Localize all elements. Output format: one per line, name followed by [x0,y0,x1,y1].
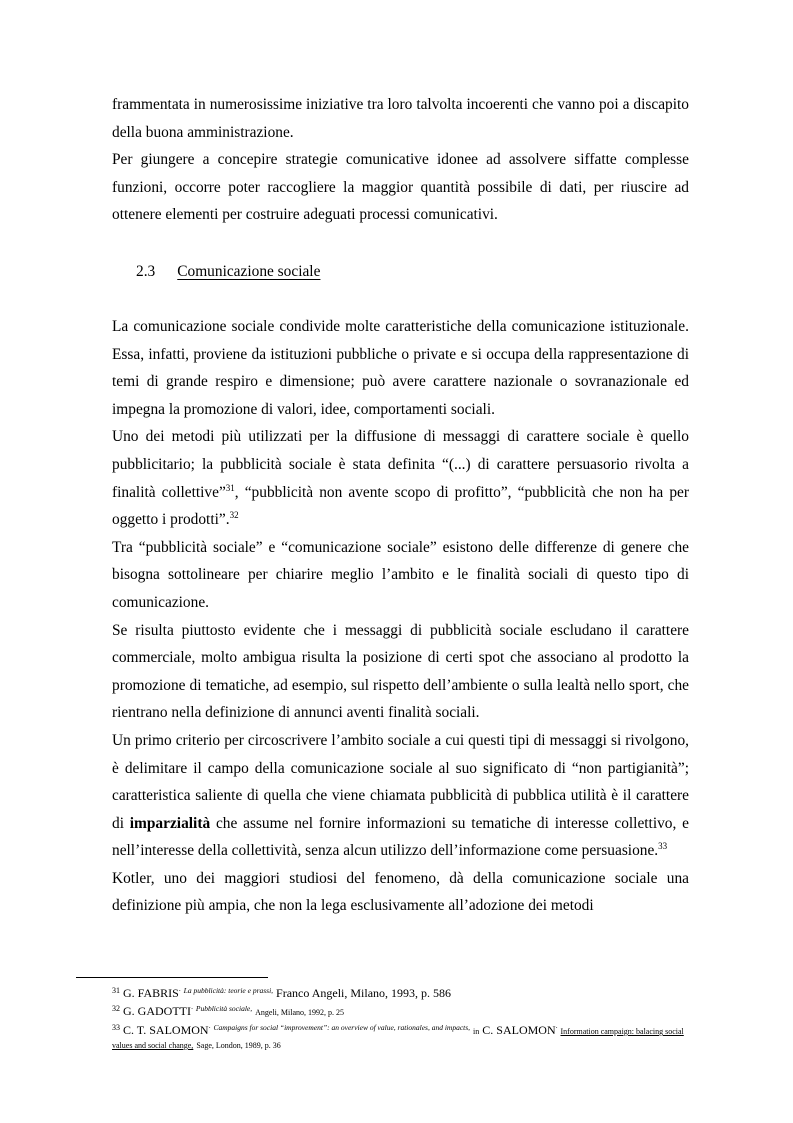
section-title: Comunicazione sociale [177,263,321,280]
paragraph: Per giungere a concepire strategie comunicative idonee ad assolvere siffatte complesse funzioni, occorre poter raccogliere la maggior quantità possibile di dati, per riuscire ad ottenere elementi per costruire adeguati processi comunicativi. [112,151,689,224]
paragraph: Kotler, uno dei maggiori studiosi del fenomeno, dà della comunicazione sociale una definizione più ampia, che non la lega esclusivamente all’adozione dei metodi [112,869,689,915]
footnote-rule [76,977,268,978]
paragraph: Tra “pubblicità sociale” e “comunicazione sociale” esistono delle differenze di genere che bisogna sottolineare per chiarire meglio l’ambito e le finalità sociali di questo tipo di comunicazione. [112,538,689,611]
footnote-31: $^{31}$ G. FABRIS· $^{La pubblicità: teorie e prassi,}$ Franco Angeli, Milano, 1993, p. 586 [112,986,452,1000]
footnotes [112,984,692,1054]
footnote-ref: 32 [229,510,239,521]
paragraph: frammentata in numerosissime iniziative tra loro talvolta incoerenti che vanno poi a discapito della buona amministrazione. [112,96,689,141]
section-heading [136,258,320,285]
footnote-ref: 31 [225,482,235,493]
intro-text [112,91,689,229]
paragraph: La comunicazione sociale condivide molte caratteristiche della comunicazione istituzionale. Essa, infatti, proviene da istituzioni pubbliche o private e si occupa della rappresentazione di temi di grande respiro e dimensione; può avere carattere nazionale o sovranazionale ed impegna la promozione di valori, idee, comportamenti sociali. [112,318,689,418]
paragraph: Un primo criterio per circoscrivere l’ambito sociale a cui questi tipi di messaggi si rivolgono, è delimitare il campo della comunicazione sociale al suo significato di “non partigianità”; caratteristica saliente di quella che viene chiamata pubblicità di pubblica utilità è il carattere di imparzialità che assume nel fornire informazioni su tematiche di interesse collettivo, e nell’interesse della collettività, senza alcun utilizzo dell’informazione come persuasione.$^{33}$ [112,731,689,860]
section-text [112,313,689,920]
footnote-ref: 33 [658,841,668,852]
footnote-32: $^{32}$ G. GADOTTI· $^{Pubblicità sociale,}$ Angeli, Milano, 1992, p. 25 [112,1004,345,1018]
section-number: 2.3 [136,263,156,280]
footnote-33: $^{33}$ C. T. SALOMON· $^{Campaigns for social “improvement”: an overview of value, rationales, and impacts,}$ in C. SALOMON· Information campaign: balacing social values and social change, Sage, London, 1989, p. 36 [112,1023,684,1050]
paragraph: Se risulta piuttosto evidente che i messaggi di pubblicità sociale escludano il carattere commerciale, molto ambigua risulta la posizione di certi spot che associano al prodotto la promozione di tematiche, ad esempio, sul rispetto dell’ambiente o sulla lealtà nello sport, che rientrano nella definizione di annunci aventi finalità sociali. [112,621,689,722]
paragraph: Uno dei metodi più utilizzati per la diffusione di messaggi di carattere sociale è quello pubblicitario; la pubblicità sociale è stata definita “(...) di carattere persuasorio rivolta a finalità collettive”$^{31}$, “pubblicità non avente scopo di profitto”, “pubblicità che non ha per oggetto i prodotti”.$^{32}$ [112,428,689,529]
bold-term: imparzialità [129,814,211,832]
